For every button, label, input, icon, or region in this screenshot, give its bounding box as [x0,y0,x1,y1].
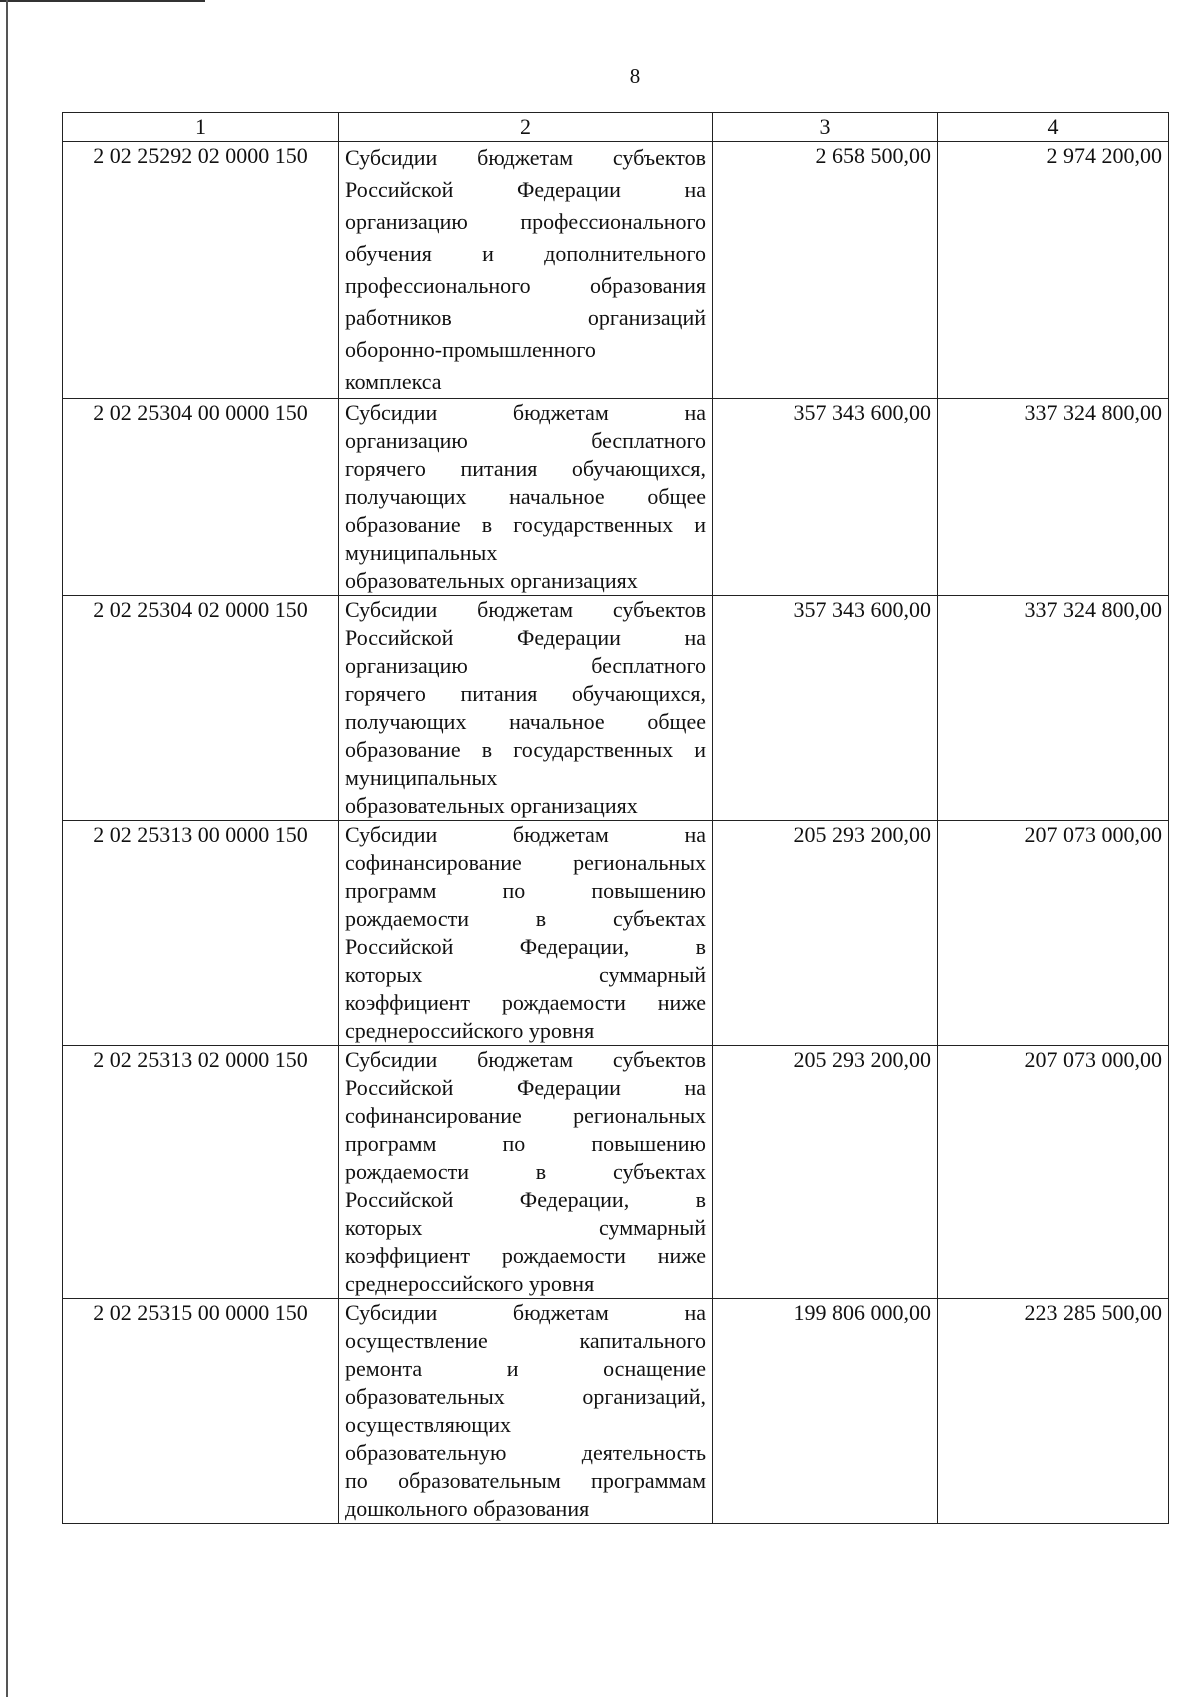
table-row [63,821,1169,1046]
description-line: получающих начальное общее [345,484,706,509]
description-line: дошкольного образования [345,1496,590,1521]
description-line: софинансирование региональных [345,1103,706,1128]
description-line: осуществляющих [345,1412,511,1437]
description-line: муниципальных [345,540,498,565]
description-line: коэффициент рождаемости ниже [345,990,706,1015]
description-line: Субсидии бюджетам субъектов [345,597,706,622]
description-line: Субсидии бюджетам на [345,1300,706,1325]
description-line: организацию бесплатного [345,428,706,453]
description-line: осуществление капитального [345,1328,706,1353]
description-line: программ по повышению [345,878,706,903]
amount-cell-column-4: 337 324 800,00 [938,399,1169,596]
description-line: среднероссийского уровня [345,1271,595,1296]
description-line: организацию профессионального [345,209,706,234]
description-line: образовательных организациях [345,568,638,593]
description-cell [339,1046,713,1299]
description-line: образовательную деятельность [345,1440,706,1465]
description-line: организацию бесплатного [345,653,706,678]
description-line: Субсидии бюджетам на [345,400,706,425]
description-line: Субсидии бюджетам на [345,822,706,847]
description-line: образовательных организаций, [345,1384,706,1409]
description-line: муниципальных [345,765,498,790]
description-line: среднероссийского уровня [345,1018,595,1043]
description-cell [339,596,713,821]
description-line: работников организаций [345,305,706,330]
budget-code-cell: 2 02 25315 00 0000 150 [63,1299,339,1524]
description-line: горячего питания обучающихся, [345,456,706,481]
description-line: горячего питания обучающихся, [345,681,706,706]
description-cell [339,821,713,1046]
amount-cell-column-4: 223 285 500,00 [938,1299,1169,1524]
amount-cell-column-3: 205 293 200,00 [713,1046,938,1299]
table-row [63,596,1169,821]
description-line: Российской Федерации, в [345,1187,706,1212]
budget-code-cell: 2 02 25313 00 0000 150 [63,821,339,1046]
description-line: программ по повышению [345,1131,706,1156]
column-header-2: 2 [339,113,713,142]
amount-cell-column-3: 357 343 600,00 [713,399,938,596]
table-header-row [63,113,1169,142]
column-header-3: 3 [713,113,938,142]
amount-cell-column-4: 2 974 200,00 [938,142,1169,399]
table-row [63,1299,1169,1524]
column-header-1: 1 [63,113,339,142]
description-line: Российской Федерации, в [345,934,706,959]
description-line: ремонта и оснащение [345,1356,706,1381]
description-line: которых суммарный [345,962,706,987]
amount-cell-column-3: 205 293 200,00 [713,821,938,1046]
amount-cell-column-3: 199 806 000,00 [713,1299,938,1524]
scan-edge-left [6,0,8,1697]
description-line: Российской Федерации на [345,1075,706,1100]
description-cell [339,142,713,399]
description-line: рождаемости в субъектах [345,1159,706,1184]
amount-cell-column-3: 357 343 600,00 [713,596,938,821]
table-row [63,142,1169,399]
description-line: комплекса [345,369,442,394]
description-cell [339,399,713,596]
budget-table [62,112,1169,1524]
description-line: Субсидии бюджетам субъектов [345,1047,706,1072]
description-line: образовательных организациях [345,793,638,818]
description-line: Российской Федерации на [345,625,706,650]
description-line: коэффициент рождаемости ниже [345,1243,706,1268]
column-header-4: 4 [938,113,1169,142]
description-line: рождаемости в субъектах [345,906,706,931]
table-row [63,1046,1169,1299]
description-line: образование в государственных и [345,512,706,537]
amount-cell-column-3: 2 658 500,00 [713,142,938,399]
amount-cell-column-4: 207 073 000,00 [938,1046,1169,1299]
budget-code-cell: 2 02 25292 02 0000 150 [63,142,339,399]
description-line: софинансирование региональных [345,850,706,875]
budget-code-cell: 2 02 25304 00 0000 150 [63,399,339,596]
description-line: профессионального образования [345,273,706,298]
budget-code-cell: 2 02 25304 02 0000 150 [63,596,339,821]
description-line: обучения и дополнительного [345,241,706,266]
table-row [63,399,1169,596]
page-number: 8 [629,64,641,88]
description-line: Субсидии бюджетам субъектов [345,145,706,170]
description-line: по образовательным программам [345,1468,706,1493]
description-line: оборонно-промышленного [345,337,596,362]
description-line: которых суммарный [345,1215,706,1240]
amount-cell-column-4: 207 073 000,00 [938,821,1169,1046]
description-line: Российской Федерации на [345,177,706,202]
description-line: получающих начальное общее [345,709,706,734]
description-line: образование в государственных и [345,737,706,762]
budget-code-cell: 2 02 25313 02 0000 150 [63,1046,339,1299]
scan-edge-top [0,0,205,2]
amount-cell-column-4: 337 324 800,00 [938,596,1169,821]
description-cell [339,1299,713,1524]
